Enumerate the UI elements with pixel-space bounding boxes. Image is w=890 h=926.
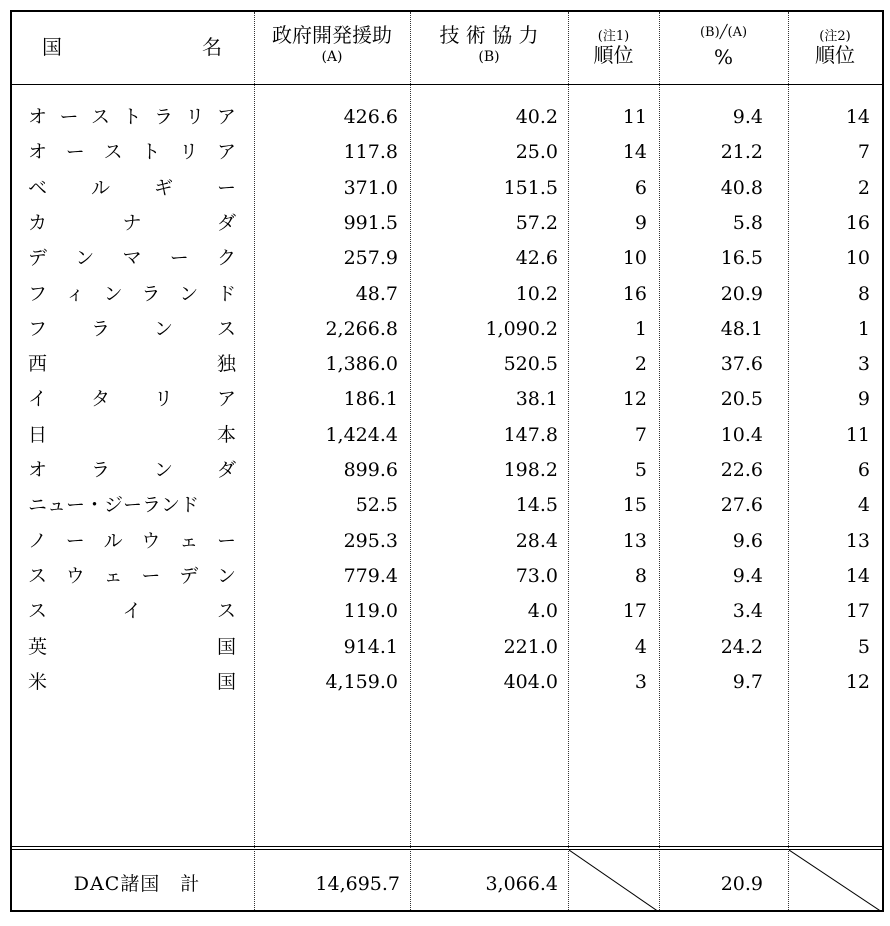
row-rank1-value: 2 [634,353,647,375]
row-tech-value: 10.2 [515,283,558,305]
row-tech-value: 38.1 [515,388,558,410]
row-country-char: ェ [103,565,123,587]
row-country-char: 独 [216,353,236,375]
row-country-name [28,206,236,241]
row-country-char: ン [216,565,236,587]
row-country-char: ー [216,177,236,199]
row-ratio-value: 9.4 [732,106,763,128]
row-ratio-value: 3.4 [732,600,763,622]
row-ratio-value: 9.6 [732,530,763,552]
oda-table [10,10,884,912]
header-oda: 政府開発援助 [272,23,392,47]
row-rank1-value: 5 [634,459,647,481]
row-tech-value: 221.0 [503,636,558,658]
row-country-char: ア [216,388,236,410]
row-country-char: ラ [90,459,110,481]
total-rank2-blank-diagonal [789,850,882,912]
row-country-char: デ [179,565,199,587]
row-ratio-value: 10.4 [720,424,763,446]
row-country-char: ン [75,247,95,269]
row-country-name [28,347,236,382]
row-country-name [28,277,236,312]
row-tech-value: 42.6 [515,247,558,269]
row-rank1-value: 6 [634,177,647,199]
row-country-char: ス [216,318,236,340]
row-rank1-value: 8 [634,565,647,587]
total-tech: 3,066.4 [485,873,558,895]
header-country-name [42,36,222,58]
row-rank2-value: 5 [857,636,870,658]
row-oda-value: 295.3 [343,530,398,552]
row-ratio-value: 9.7 [732,671,763,693]
row-rank2-value: 8 [857,283,870,305]
row-ratio-value: 48.1 [720,318,763,340]
row-country-char: フ [28,318,48,340]
row-rank2-value: 6 [857,459,870,481]
row-oda-value: 48.7 [355,283,398,305]
total-divider [12,846,882,847]
row-country-char: 国 [216,671,236,693]
row-country-char: ン [153,459,173,481]
row-rank2-value: 7 [857,141,870,163]
row-ratio-value: 5.8 [732,212,763,234]
row-country-char: オ [28,459,48,481]
row-tech-value: 198.2 [503,459,558,481]
row-rank2-value: 14 [845,106,870,128]
row-rank2-value: 16 [845,212,870,234]
row-oda-value: 779.4 [343,565,398,587]
row-country-char: ェ [179,530,199,552]
row-tech-value: 14.5 [515,494,558,516]
row-country-char: ウ [141,530,161,552]
row-country-char: フ [28,283,48,305]
row-country-char: ー [65,141,85,163]
row-tech-value: 57.2 [515,212,558,234]
row-country-char: 米 [28,671,48,693]
row-country-char: ノ [28,530,48,552]
row-oda-value: 914.1 [343,636,398,658]
row-ratio-value: 20.5 [720,388,763,410]
row-country-char: ド [216,283,236,305]
row-oda-value: 899.6 [343,459,398,481]
row-country-char: ニュー・ジーランド [28,494,200,516]
row-rank2-value: 11 [845,424,870,446]
row-ratio-value: 9.4 [732,565,763,587]
row-country-char: タ [90,388,110,410]
row-oda-value: 4,159.0 [325,671,398,693]
header-tech-sub: (B) [478,49,500,65]
header-rank2: 順位 [815,43,855,67]
row-country-char: ス [90,106,110,128]
row-country-char: ラ [141,283,161,305]
row-country-name [28,100,236,135]
row-rank1-value: 17 [622,600,647,622]
row-rank2-value: 1 [857,318,870,340]
row-rank1-value: 10 [622,247,647,269]
row-country-char: ギ [153,177,173,199]
row-country-name [28,418,236,453]
row-country-char: ア [216,141,236,163]
header-ratio: (B)╱(A) [699,25,748,40]
row-country-char: カ [28,212,48,234]
header-country-char: 国 [42,35,62,59]
row-oda-value: 117.8 [343,141,398,163]
total-ratio: 20.9 [720,873,763,895]
row-rank1-value: 9 [634,212,647,234]
row-country-char: ス [28,565,48,587]
row-oda-value: 52.5 [355,494,398,516]
row-oda-value: 991.5 [343,212,398,234]
row-country-char: オ [28,106,48,128]
row-tech-value: 28.4 [515,530,558,552]
row-country-char: ス [28,600,48,622]
row-rank1-value: 3 [634,671,647,693]
row-oda-value: 371.0 [343,177,398,199]
row-rank1-value: 11 [622,106,647,128]
header-note1: (注1) [597,29,630,44]
row-tech-value: 73.0 [515,565,558,587]
row-country-char: ラ [153,106,173,128]
row-country-char: ラ [90,318,110,340]
row-ratio-value: 37.6 [720,353,763,375]
row-country-char: ー [65,530,85,552]
row-country-name [28,453,236,488]
row-ratio-value: 21.2 [720,141,763,163]
row-country-char: ー [216,530,236,552]
row-country-char: ス [216,600,236,622]
row-country-name [28,135,236,170]
row-tech-value: 25.0 [515,141,558,163]
row-oda-value: 426.6 [343,106,398,128]
row-country-name [28,630,236,665]
total-divider-double [12,849,882,850]
total-label: DAC諸国 計 [73,873,201,895]
row-country-name [28,312,236,347]
row-country-char: ス [103,141,123,163]
header-divider [12,84,882,85]
row-country-char: オ [28,141,48,163]
row-country-char: 日 [28,424,48,446]
row-country-char: ダ [216,459,236,481]
row-rank2-value: 10 [845,247,870,269]
row-country-name [28,382,236,417]
row-country-char: ウ [65,565,85,587]
row-tech-value: 1,090.2 [485,318,558,340]
row-tech-value: 147.8 [503,424,558,446]
row-rank1-value: 1 [634,318,647,340]
row-rank1-value: 4 [634,636,647,658]
row-oda-value: 1,386.0 [325,353,398,375]
row-ratio-value: 16.5 [720,247,763,269]
row-tech-value: 520.5 [503,353,558,375]
row-tech-value: 4.0 [527,600,558,622]
row-rank1-value: 14 [622,141,647,163]
row-country-char: ダ [216,212,236,234]
row-country-name [28,171,236,206]
header-note2: (注2) [819,29,851,44]
row-rank1-value: 12 [622,388,647,410]
row-country-char: ィ [65,283,85,305]
row-country-char: リ [185,106,205,128]
row-country-char: リ [153,388,173,410]
row-ratio-value: 24.2 [720,636,763,658]
row-rank1-value: 15 [622,494,647,516]
row-country-char: イ [28,388,48,410]
row-rank2-value: 12 [845,671,870,693]
row-country-char: ー [141,565,161,587]
row-oda-value: 186.1 [343,388,398,410]
row-ratio-value: 40.8 [720,177,763,199]
row-oda-value: 119.0 [343,600,398,622]
row-tech-value: 404.0 [503,671,558,693]
row-country-char: ン [179,283,199,305]
row-country-char: ト [141,141,161,163]
row-country-char: 西 [28,353,48,375]
row-tech-value: 151.5 [503,177,558,199]
row-country-char: 英 [28,636,48,658]
row-ratio-value: 27.6 [720,494,763,516]
row-country-char: ー [59,106,79,128]
row-rank2-value: 2 [857,177,870,199]
total-oda: 14,695.7 [315,873,400,895]
row-country-char: リ [179,141,199,163]
row-rank2-value: 4 [857,494,870,516]
row-country-name [28,488,236,523]
row-country-name [28,241,236,276]
row-country-char: ル [103,530,123,552]
row-country-char: マ [122,247,142,269]
row-country-name [28,524,236,559]
row-country-name [28,665,236,700]
row-country-char: ア [216,106,236,128]
row-country-char: ン [153,318,173,340]
row-country-char: イ [122,600,142,622]
row-ratio-value: 22.6 [720,459,763,481]
row-rank2-value: 17 [845,600,870,622]
row-rank2-value: 13 [845,530,870,552]
row-country-char: ー [169,247,189,269]
header-rank1: 順位 [593,43,634,67]
row-country-name [28,559,236,594]
row-ratio-value: 20.9 [720,283,763,305]
row-rank2-value: 3 [857,353,870,375]
row-country-char: ク [216,247,236,269]
header-tech: 技 術 協 力 [439,23,539,47]
row-country-char: ナ [122,212,142,234]
row-oda-value: 1,424.4 [325,424,398,446]
row-country-name [28,594,236,629]
row-rank1-value: 13 [622,530,647,552]
row-country-char: ン [103,283,123,305]
row-rank2-value: 9 [857,388,870,410]
row-rank1-value: 7 [634,424,647,446]
row-country-char: ベ [28,177,48,199]
row-oda-value: 2,266.8 [325,318,398,340]
row-country-char: 国 [216,636,236,658]
row-rank2-value: 14 [845,565,870,587]
row-tech-value: 40.2 [515,106,558,128]
row-rank1-value: 16 [622,283,647,305]
row-country-char: ト [122,106,142,128]
row-country-char: デ [28,247,48,269]
row-oda-value: 257.9 [343,247,398,269]
total-rank1-blank-diagonal [569,850,659,912]
header-country-char: 名 [202,35,222,59]
row-country-char: 本 [216,424,236,446]
header-ratio-pct: % [713,45,733,69]
row-country-char: ル [90,177,110,199]
header-oda-sub: (A) [321,49,343,65]
